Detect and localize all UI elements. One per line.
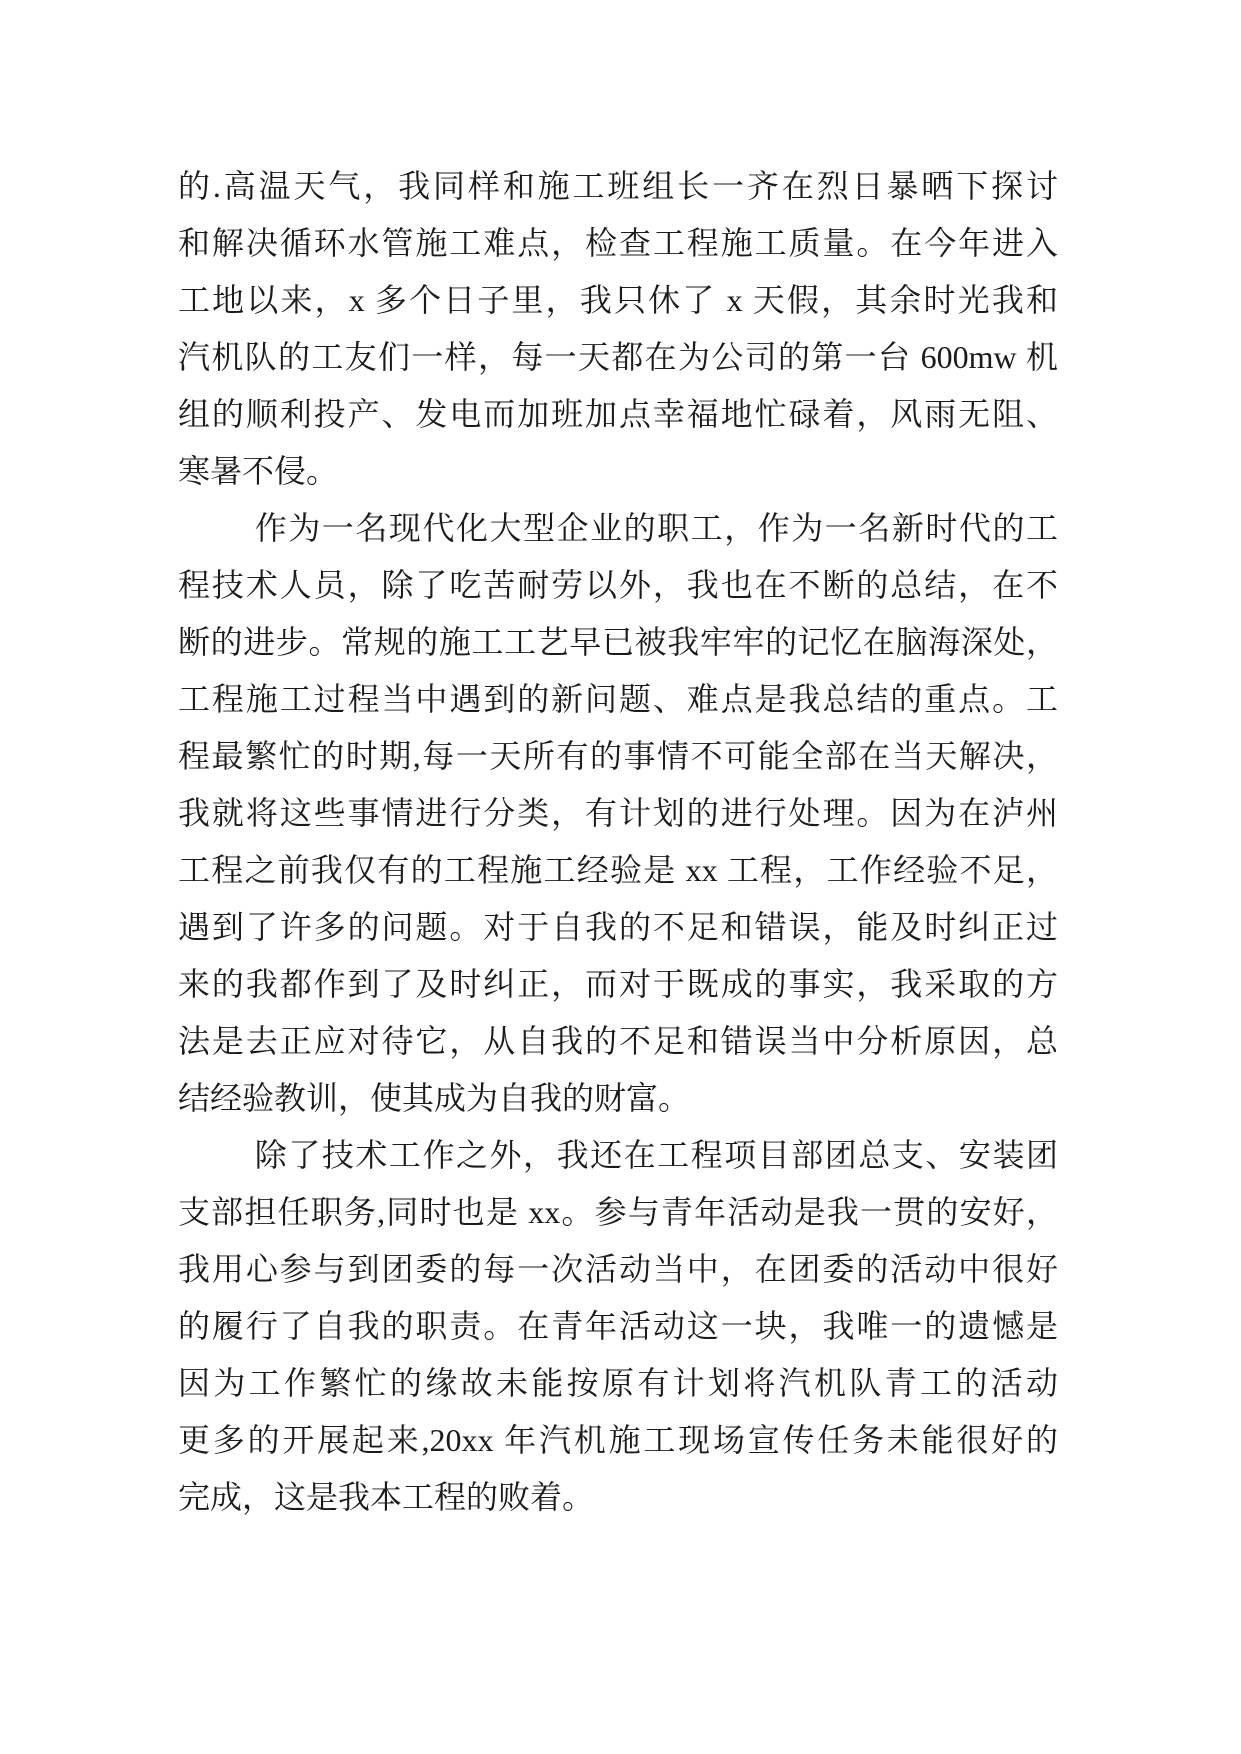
text-line: 程技术人员，除了吃苦耐劳以外，我也在不断的总结，在不 — [178, 567, 1058, 603]
text-line: 作为一名现代化大型企业的职工，作为一名新时代的工 — [254, 510, 1058, 546]
text-line: 程最繁忙的时期,每一天所有的事情不可能全部在当天解决， — [178, 738, 1058, 774]
text-line: 工程施工过程当中遇到的新问题、难点是我总结的重点。工 — [178, 681, 1058, 717]
text-line: 来的我都作到了及时纠正，而对于既成的事实，我采取的方 — [178, 966, 1058, 1002]
paragraph-3 — [178, 1127, 1058, 1526]
text-line: 和解决循环水管施工难点，检查工程施工质量。在今年进入 — [178, 225, 1058, 261]
text-line: 支部担任职务,同时也是 xx。参与青年活动是我一贯的安好， — [178, 1194, 1058, 1230]
text-line: 的.高温天气，我同样和施工班组长一齐在烈日暴晒下探讨 — [178, 168, 1058, 204]
paragraph-2 — [178, 500, 1058, 1127]
text-line: 遇到了许多的问题。对于自我的不足和错误，能及时纠正过 — [178, 909, 1058, 945]
text-line: 工程之前我仅有的工程施工经验是 xx 工程，工作经验不足， — [178, 852, 1058, 888]
text-line: 完成，这是我本工程的败着。 — [178, 1479, 595, 1515]
text-line: 我就将这些事情进行分类，有计划的进行处理。因为在泸州 — [178, 795, 1058, 831]
text-line: 我用心参与到团委的每一次活动当中，在团委的活动中很好 — [178, 1251, 1058, 1287]
text-line: 寒暑不侵。 — [178, 453, 339, 489]
text-line: 工地以来，x 多个日子里，我只休了 x 天假，其余时光我和 — [178, 282, 1058, 318]
document-body — [178, 158, 1058, 1526]
text-line: 更多的开展起来,20xx 年汽机施工现场宣传任务未能很好的 — [178, 1422, 1058, 1458]
text-line: 因为工作繁忙的缘故未能按原有计划将汽机队青工的活动 — [178, 1365, 1058, 1401]
text-line: 的履行了自我的职责。在青年活动这一块，我唯一的遗憾是 — [178, 1308, 1058, 1344]
text-line: 除了技术工作之外，我还在工程项目部团总支、安装团 — [254, 1137, 1058, 1173]
paragraph-1 — [178, 158, 1058, 500]
text-line: 组的顺利投产、发电而加班加点幸福地忙碌着，风雨无阻、 — [178, 396, 1058, 432]
text-line: 结经验教训，使其成为自我的财富。 — [178, 1080, 691, 1116]
text-line: 汽机队的工友们一样，每一天都在为公司的第一台 600mw 机 — [178, 339, 1058, 375]
text-line: 法是去正应对待它，从自我的不足和错误当中分析原因，总 — [178, 1023, 1058, 1059]
text-line: 断的进步。常规的施工工艺早已被我牢牢的记忆在脑海深处， — [178, 624, 1058, 660]
